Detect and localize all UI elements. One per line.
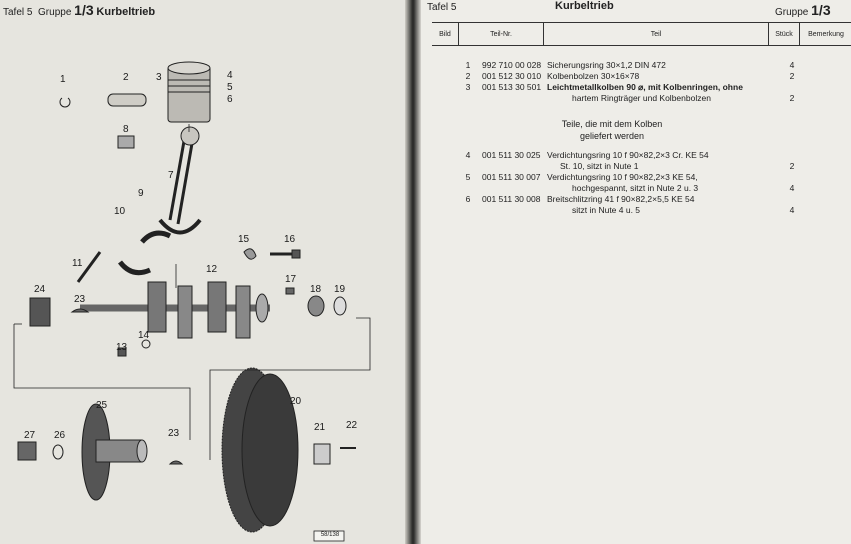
callout-14: 14 (138, 330, 150, 341)
figure-id: 58/138 (320, 532, 340, 538)
col-bemerkung: Bemerkung (800, 23, 851, 46)
callout-23a: 23 (74, 294, 86, 305)
callout-3: 3 (156, 72, 162, 83)
table-row: 3 001 513 30 501 Leichtmetallkolben 90 ⌀, mit Kolbenringen, ohne (465, 82, 743, 92)
group-number: 1/3 (74, 2, 94, 18)
right-page (421, 0, 851, 544)
callout-8: 8 (123, 124, 129, 135)
book-gutter (405, 0, 421, 544)
table-row: 4 001 511 30 025 Verdichtungsring 10 f 90×82,2×3 Cr. KE 54 (465, 150, 709, 160)
callout-12: 12 (206, 264, 218, 275)
callout-9: 9 (138, 188, 144, 199)
right-tafel: Tafel 5 (427, 2, 457, 13)
parts-list (432, 60, 851, 216)
table-row: 1 992 710 00 028 Sicherungsring 30×1,2 DIN 472 4 (465, 60, 795, 70)
table-row: 6 001 511 30 008 Breitschlitzring 41 f 90×82,2×5,5 KE 54 (465, 194, 695, 204)
callout-19: 19 (334, 284, 346, 295)
circlip-shape (60, 98, 70, 107)
table-row: 5 001 511 30 007 Verdichtungsring 10 f 90×82,2×3 KE 54, (465, 172, 698, 182)
callout-4: 4 (227, 70, 233, 81)
col-teil-nr: Teil-Nr. (459, 23, 544, 46)
left-page (0, 0, 405, 544)
gruppe-label: Gruppe (38, 7, 72, 18)
callout-27: 27 (24, 430, 36, 441)
left-header (3, 2, 155, 18)
exploded-diagram (0, 20, 405, 544)
col-stueck: Stück (769, 23, 800, 46)
tafel-label: Tafel 5 (3, 7, 33, 18)
callout-13: 13 (116, 342, 128, 353)
callout-20: 20 (290, 396, 302, 407)
table-row: hartem Ringträger und Kolbenbolzen 2 (572, 93, 795, 103)
callout-2: 2 (123, 72, 129, 83)
callout-15: 15 (238, 234, 250, 245)
group-heading-1: Teile, die mit dem Kolben (561, 119, 663, 129)
callout-10: 10 (114, 206, 126, 217)
page-title: Kurbeltrieb (96, 6, 156, 18)
callout-17: 17 (285, 274, 297, 285)
callout-11: 11 (72, 258, 83, 269)
piston-pin-shape (108, 94, 146, 106)
callout-7: 7 (168, 170, 174, 181)
parts-table-header (432, 22, 851, 46)
callout-22: 22 (346, 420, 358, 431)
callout-1: 1 (60, 74, 66, 85)
right-gruppe: Gruppe 1/3 (775, 2, 831, 18)
callout-21: 21 (314, 422, 326, 433)
callout-16: 16 (284, 234, 296, 245)
col-teil: Teil (544, 23, 769, 46)
callout-24: 24 (34, 284, 46, 295)
group-heading-2: geliefert werden (579, 131, 645, 141)
callout-5: 5 (227, 82, 233, 93)
col-bild: Bild (432, 23, 459, 46)
callout-6: 6 (227, 94, 233, 105)
table-row: 2 001 512 30 010 Kolbenbolzen 30×16×78 2 (465, 71, 795, 81)
callout-23b: 23 (168, 428, 180, 439)
callout-25: 25 (96, 400, 108, 411)
callout-labels (24, 70, 358, 441)
callout-18: 18 (310, 284, 322, 295)
table-row: St. 10, sitzt in Nute 1 2 (560, 161, 795, 171)
right-title: Kurbeltrieb (555, 0, 614, 12)
table-row: sitzt in Nute 4 u. 5 4 (572, 205, 795, 215)
callout-26: 26 (54, 430, 66, 441)
table-row: hochgespannt, sitzt in Nute 2 u. 3 4 (572, 183, 795, 193)
